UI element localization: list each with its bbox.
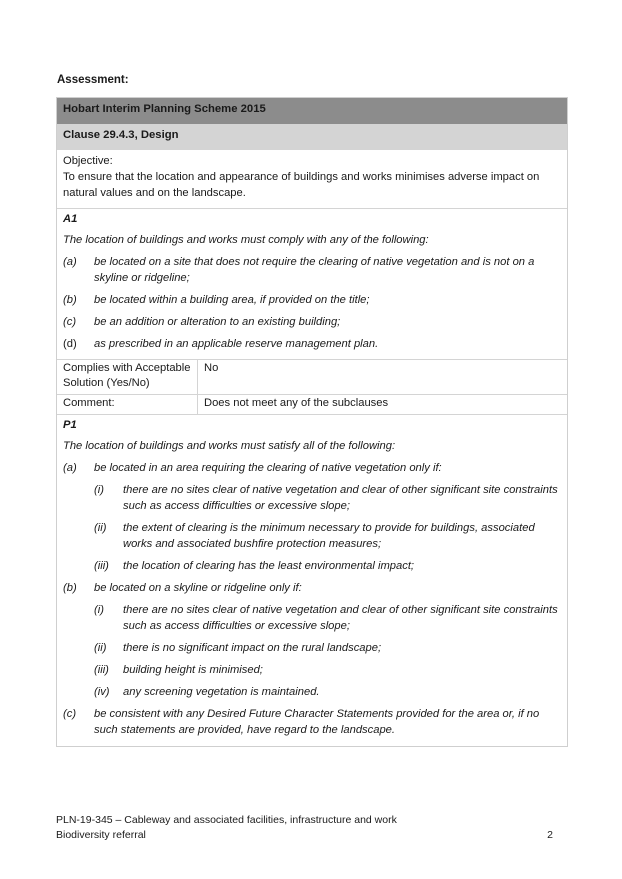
p1-subitem [63, 662, 559, 678]
scheme-header: Hobart Interim Planning Scheme 2015 [57, 98, 567, 124]
objective-label: Objective: [63, 155, 113, 167]
p1-subitem-text: building height is minimised; [123, 664, 263, 676]
a1-item [63, 336, 559, 352]
a1-item-text: as prescribed in an applicable reserve management plan. [94, 338, 379, 350]
p1-subitem-label: (iii) [94, 664, 109, 676]
a1-item [63, 254, 559, 286]
a1-item [63, 314, 559, 330]
p1-subitem [63, 482, 559, 514]
p1-item-text: be consistent with any Desired Future Character Statements provided for the area or, if no such statements are provided, have regard to the landscape. [94, 708, 540, 736]
p1-item-text: be located on a skyline or ridgeline only if: [94, 582, 302, 594]
p1-item-a [63, 460, 559, 476]
p1-subitem [63, 684, 559, 700]
complies-value: No [204, 362, 219, 374]
comment-label: Comment: [57, 395, 198, 414]
clause-header: Clause 29.4.3, Design [57, 124, 567, 149]
a1-item [63, 292, 559, 308]
footer-document-title: PLN-19-345 – Cableway and associated facilities, infrastructure and work [56, 814, 397, 826]
comment-row [57, 394, 567, 414]
objective-text: To ensure that the location and appearance of buildings and works minimises adverse impact on natural values and on the landscape. [63, 171, 540, 199]
a1-item-text: be an addition or alteration to an existing building; [94, 316, 341, 328]
a1-item-text: be located on a site that does not require the clearing of native vegetation and is not on a skyline or ridgeline; [94, 256, 535, 284]
a1-section [57, 208, 567, 359]
p1-item-text: be located in an area requiring the clearing of native vegetation only if: [94, 462, 442, 474]
p1-subitem [63, 602, 559, 634]
p1-subitem-label: (ii) [94, 522, 107, 534]
p1-item-label: (a) [63, 462, 77, 474]
a1-item-label: (b) [63, 294, 77, 306]
assessment-heading: Assessment: [57, 74, 129, 86]
complies-row [57, 359, 567, 394]
p1-subitem-label: (i) [94, 604, 104, 616]
p1-subitem-label: (iii) [94, 560, 109, 572]
p1-item-b [63, 580, 559, 596]
footer-section-title: Biodiversity referral [56, 829, 146, 841]
a1-item-label: (a) [63, 256, 77, 268]
p1-heading: P1 [63, 419, 77, 431]
p1-subitem-text: the location of clearing has the least environmental impact; [123, 560, 415, 572]
p1-subitem [63, 558, 559, 574]
p1-subitem-text: there are no sites clear of native vegetation and clear of other significant site constraints such as access difficulties or excessive slope; [123, 604, 558, 632]
p1-subitem [63, 640, 559, 656]
p1-subitem-text: there are no sites clear of native vegetation and clear of other significant site constraints such as access difficulties or excessive slope; [123, 484, 558, 512]
page-footer [56, 813, 553, 843]
a1-item-label: (d) [63, 338, 77, 350]
page-number: 2 [547, 829, 553, 841]
a1-heading: A1 [63, 213, 78, 225]
p1-item-label: (b) [63, 582, 77, 594]
assessment-table [56, 97, 568, 747]
p1-subitem-label: (i) [94, 484, 104, 496]
a1-item-label: (c) [63, 316, 77, 328]
p1-section [57, 414, 567, 746]
p1-subitem-text: the extent of clearing is the minimum necessary to provide for buildings, associated works and associated bushfire protection measures; [123, 522, 535, 550]
complies-label: Complies with Acceptable Solution (Yes/No) [57, 360, 198, 394]
comment-value: Does not meet any of the subclauses [204, 397, 389, 409]
p1-intro: The location of buildings and works must satisfy all of the following: [63, 440, 396, 452]
p1-item-label: (c) [63, 708, 77, 720]
p1-item-c [63, 706, 559, 738]
objective-section [57, 149, 567, 208]
p1-subitem [63, 520, 559, 552]
a1-item-text: be located within a building area, if provided on the title; [94, 294, 370, 306]
a1-intro: The location of buildings and works must comply with any of the following: [63, 234, 429, 246]
p1-subitem-label: (iv) [94, 686, 110, 698]
p1-subitem-label: (ii) [94, 642, 107, 654]
p1-subitem-text: any screening vegetation is maintained. [123, 686, 320, 698]
p1-subitem-text: there is no significant impact on the rural landscape; [123, 642, 382, 654]
